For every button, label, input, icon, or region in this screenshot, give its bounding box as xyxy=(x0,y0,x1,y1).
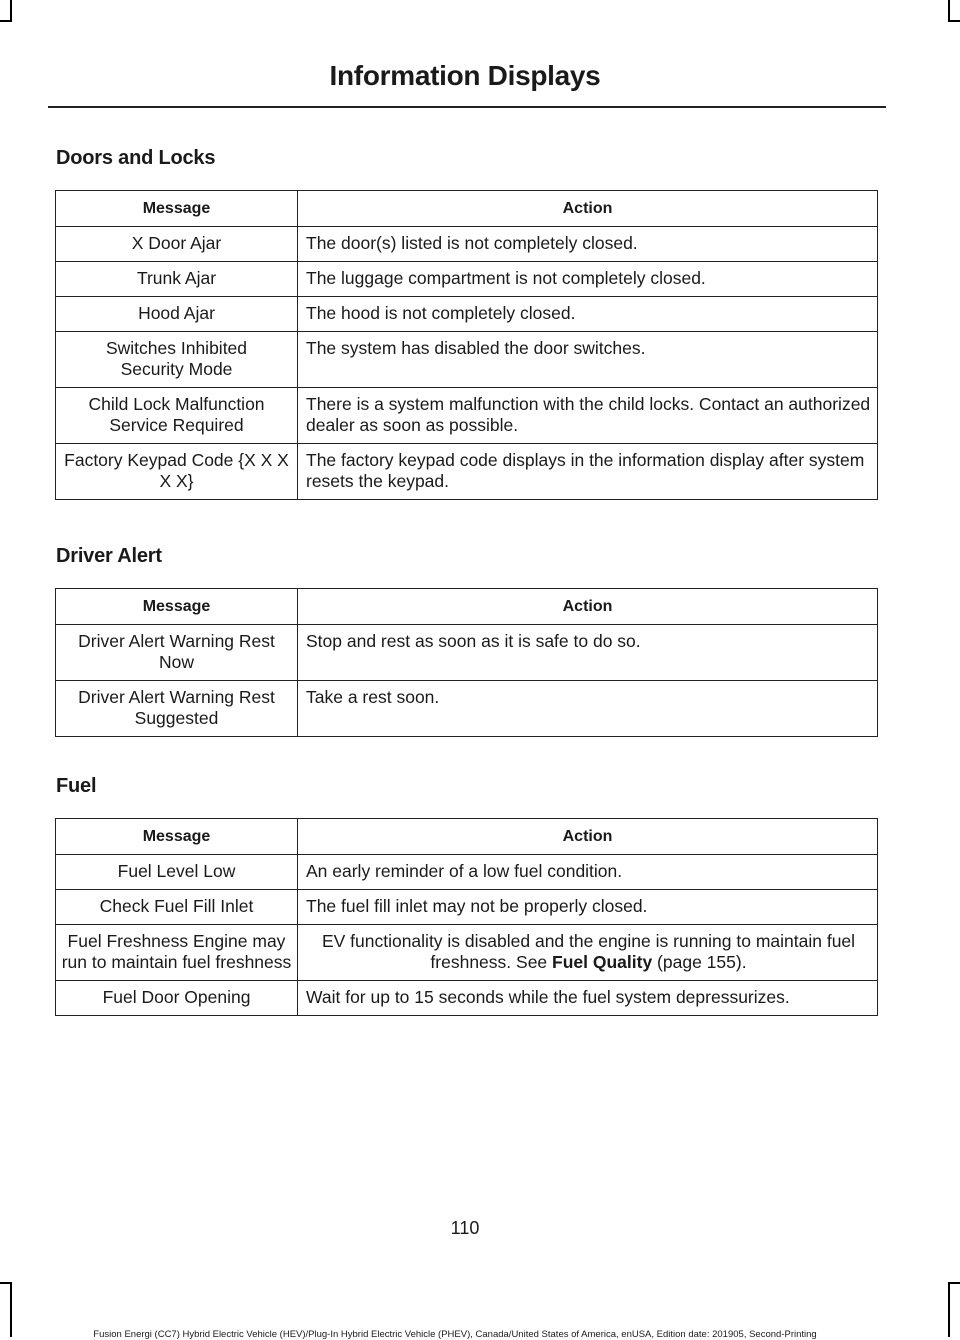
action-text: EV functionality is disabled and the engine is running to maintain fuel freshness. See xyxy=(321,931,856,972)
message-cell: Switches Inhibited Security Mode xyxy=(56,332,298,388)
page-reference: (page 155). xyxy=(652,952,747,972)
section-title-driver-alert: Driver Alert xyxy=(56,545,162,567)
doors-and-locks-table xyxy=(55,190,878,500)
table-row xyxy=(56,681,878,737)
action-cell: Take a rest soon. xyxy=(298,681,878,737)
action-cell: Wait for up to 15 seconds while the fuel system depressurizes. xyxy=(298,981,878,1016)
crop-mark-bottom-right-h xyxy=(948,1282,960,1284)
crop-mark-bottom-right-v xyxy=(948,1282,950,1337)
message-cell: Hood Ajar xyxy=(56,297,298,332)
message-cell: Trunk Ajar xyxy=(56,262,298,297)
action-cell: The fuel fill inlet may not be properly closed. xyxy=(298,890,878,925)
table-row xyxy=(56,925,878,981)
column-header-action: Action xyxy=(298,589,878,625)
table-row xyxy=(56,297,878,332)
action-cell: The hood is not completely closed. xyxy=(298,297,878,332)
driver-alert-table xyxy=(55,588,878,737)
column-header-message: Message xyxy=(56,819,298,855)
action-cell: An early reminder of a low fuel condition. xyxy=(298,855,878,890)
crop-mark-top-right-v xyxy=(948,0,950,22)
table-row xyxy=(56,855,878,890)
page-number: 110 xyxy=(450,1218,480,1238)
message-cell: Child Lock Malfunction Service Required xyxy=(56,388,298,444)
crop-mark-bottom-left-h xyxy=(0,1282,12,1284)
message-cell: Driver Alert Warning Rest Suggested xyxy=(56,681,298,737)
action-cell: The factory keypad code displays in the information display after system resets the keypad. xyxy=(298,444,878,500)
fuel-table xyxy=(55,818,878,1016)
action-cell xyxy=(298,925,878,981)
message-cell: Fuel Door Opening xyxy=(56,981,298,1016)
message-cell: Fuel Freshness Engine may run to maintain fuel freshness xyxy=(56,925,298,981)
footer-edition-info: Fusion Energi (CC7) Hybrid Electric Vehicle (HEV)/Plug-In Hybrid Electric Vehicle (PHEV), Canada/United States of America, enUSA, Edition date: 201905, Second-Printing xyxy=(93,1329,817,1340)
action-cell: The luggage compartment is not completely closed. xyxy=(298,262,878,297)
table-header-row xyxy=(56,191,878,227)
table-row xyxy=(56,444,878,500)
action-cell: The door(s) listed is not completely closed. xyxy=(298,227,878,262)
header-divider xyxy=(48,106,886,108)
message-cell: Driver Alert Warning Rest Now xyxy=(56,625,298,681)
table-row xyxy=(56,262,878,297)
section-title-doors-and-locks: Doors and Locks xyxy=(56,147,216,169)
action-cell: The system has disabled the door switches. xyxy=(298,332,878,388)
column-header-action: Action xyxy=(298,191,878,227)
column-header-action: Action xyxy=(298,819,878,855)
message-cell: Check Fuel Fill Inlet xyxy=(56,890,298,925)
table-row xyxy=(56,388,878,444)
table-row xyxy=(56,227,878,262)
crop-mark-top-left-v xyxy=(10,0,12,22)
fuel-quality-reference-link[interactable]: Fuel Quality xyxy=(552,952,653,972)
section-title-fuel: Fuel xyxy=(56,775,97,797)
page-header-title: Information Displays xyxy=(329,60,601,91)
column-header-message: Message xyxy=(56,191,298,227)
crop-mark-top-right-h xyxy=(948,20,960,22)
crop-mark-top-left-h xyxy=(0,20,12,22)
table-row xyxy=(56,332,878,388)
table-row xyxy=(56,625,878,681)
message-cell: Factory Keypad Code {X X X X X} xyxy=(56,444,298,500)
action-cell: Stop and rest as soon as it is safe to do so. xyxy=(298,625,878,681)
action-cell: There is a system malfunction with the child locks. Contact an authorized dealer as soon as possible. xyxy=(298,388,878,444)
message-cell: X Door Ajar xyxy=(56,227,298,262)
column-header-message: Message xyxy=(56,589,298,625)
table-header-row xyxy=(56,589,878,625)
table-header-row xyxy=(56,819,878,855)
table-row xyxy=(56,981,878,1016)
message-cell: Fuel Level Low xyxy=(56,855,298,890)
table-row xyxy=(56,890,878,925)
